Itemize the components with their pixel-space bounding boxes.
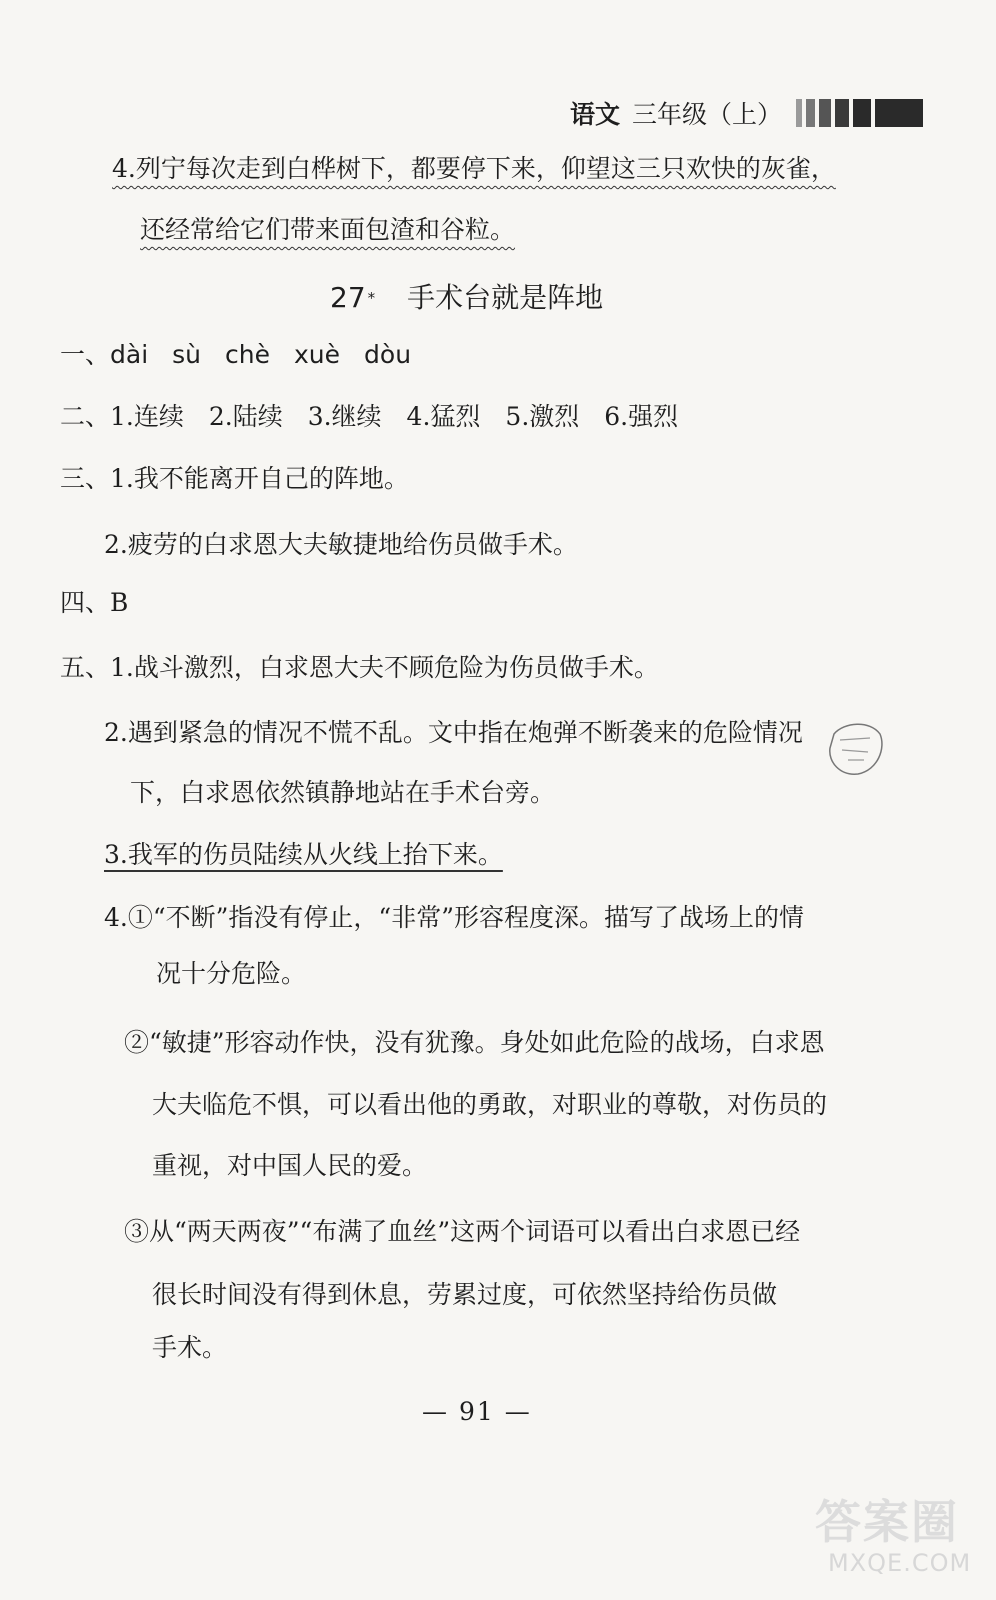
- section-5-item-4a-line-1: 4.①“不断”指没有停止，“非常”形容程度深。描写了战场上的情: [104, 903, 804, 932]
- previous-answer-line-1: 4.列宁每次走到白桦树下，都要停下来，仰望这三只欢快的灰雀，: [112, 154, 836, 183]
- pinyin-item: sù: [172, 340, 202, 369]
- section-1: [60, 338, 435, 372]
- section-5-item-4c-line-3: 手术。: [152, 1333, 228, 1362]
- section-5-item-4b-line-1: ②“敏捷”形容动作快，没有犹豫。身处如此危险的战场，白求恩: [124, 1028, 825, 1057]
- section-5-item-4c-line-1: ③从“两天两夜”“布满了血丝”这两个词语可以看出白求恩已经: [124, 1217, 801, 1246]
- section-5-item-2-line-1: 2.遇到紧急的情况不慌不乱。文中指在炮弹不断袭来的危险情况: [104, 718, 803, 747]
- lesson-title: [330, 280, 603, 316]
- section-5-item-4b-line-2: 大夫临危不惧，可以看出他的勇敢，对职业的尊敬，对伤员的: [152, 1090, 828, 1119]
- section-5-item-4b-line-3: 重视，对中国人民的爱。: [152, 1151, 428, 1180]
- section-4: 四、B: [60, 588, 129, 617]
- section-5-item-4c-line-2: 很长时间没有得到休息，劳累过度，可依然坚持给伤员做: [152, 1280, 778, 1309]
- watermark-site: MXQE.COM: [828, 1549, 972, 1577]
- header-subject: 语文: [570, 100, 621, 129]
- lesson-mark: *: [367, 289, 376, 307]
- section-2: 二、1.连续 2.陆续 3.继续 4.猛烈 5.激烈 6.强烈: [60, 402, 679, 431]
- lesson-number: 27: [330, 281, 366, 314]
- page-number: — 91 —: [422, 1397, 532, 1426]
- section-3-item-1: 三、1.我不能离开自己的阵地。: [60, 464, 409, 493]
- header-grade: 三年级（上）: [632, 100, 783, 129]
- pinyin-item: dòu: [364, 340, 412, 369]
- stamp-seal: [826, 720, 884, 776]
- pinyin-item: xuè: [294, 340, 341, 369]
- pinyin-list: [110, 340, 435, 369]
- watermark-chinese: 答案圈: [815, 1495, 959, 1549]
- pinyin-item: chè: [225, 340, 271, 369]
- lesson-name: 手术台就是阵地: [407, 281, 604, 314]
- section-5-item-3: 3.我军的伤员陆续从火线上抬下来。: [104, 840, 503, 869]
- section-1-label: 一、: [60, 340, 111, 369]
- header-decoration-bars: [796, 99, 927, 127]
- previous-answer-line-2: 还经常给它们带来面包渣和谷粒。: [140, 215, 516, 244]
- section-3-item-2: 2.疲劳的白求恩大夫敏捷地给伤员做手术。: [104, 530, 578, 559]
- section-5-item-4a-line-2: 况十分危险。: [156, 959, 307, 988]
- pinyin-item: dài: [110, 340, 149, 369]
- section-5-item-1: 五、1.战斗激烈，白求恩大夫不顾危险为伤员做手术。: [60, 653, 659, 682]
- section-5-item-2-line-2: 下，白求恩依然镇静地站在手术台旁。: [130, 778, 556, 807]
- page-header: [570, 96, 927, 130]
